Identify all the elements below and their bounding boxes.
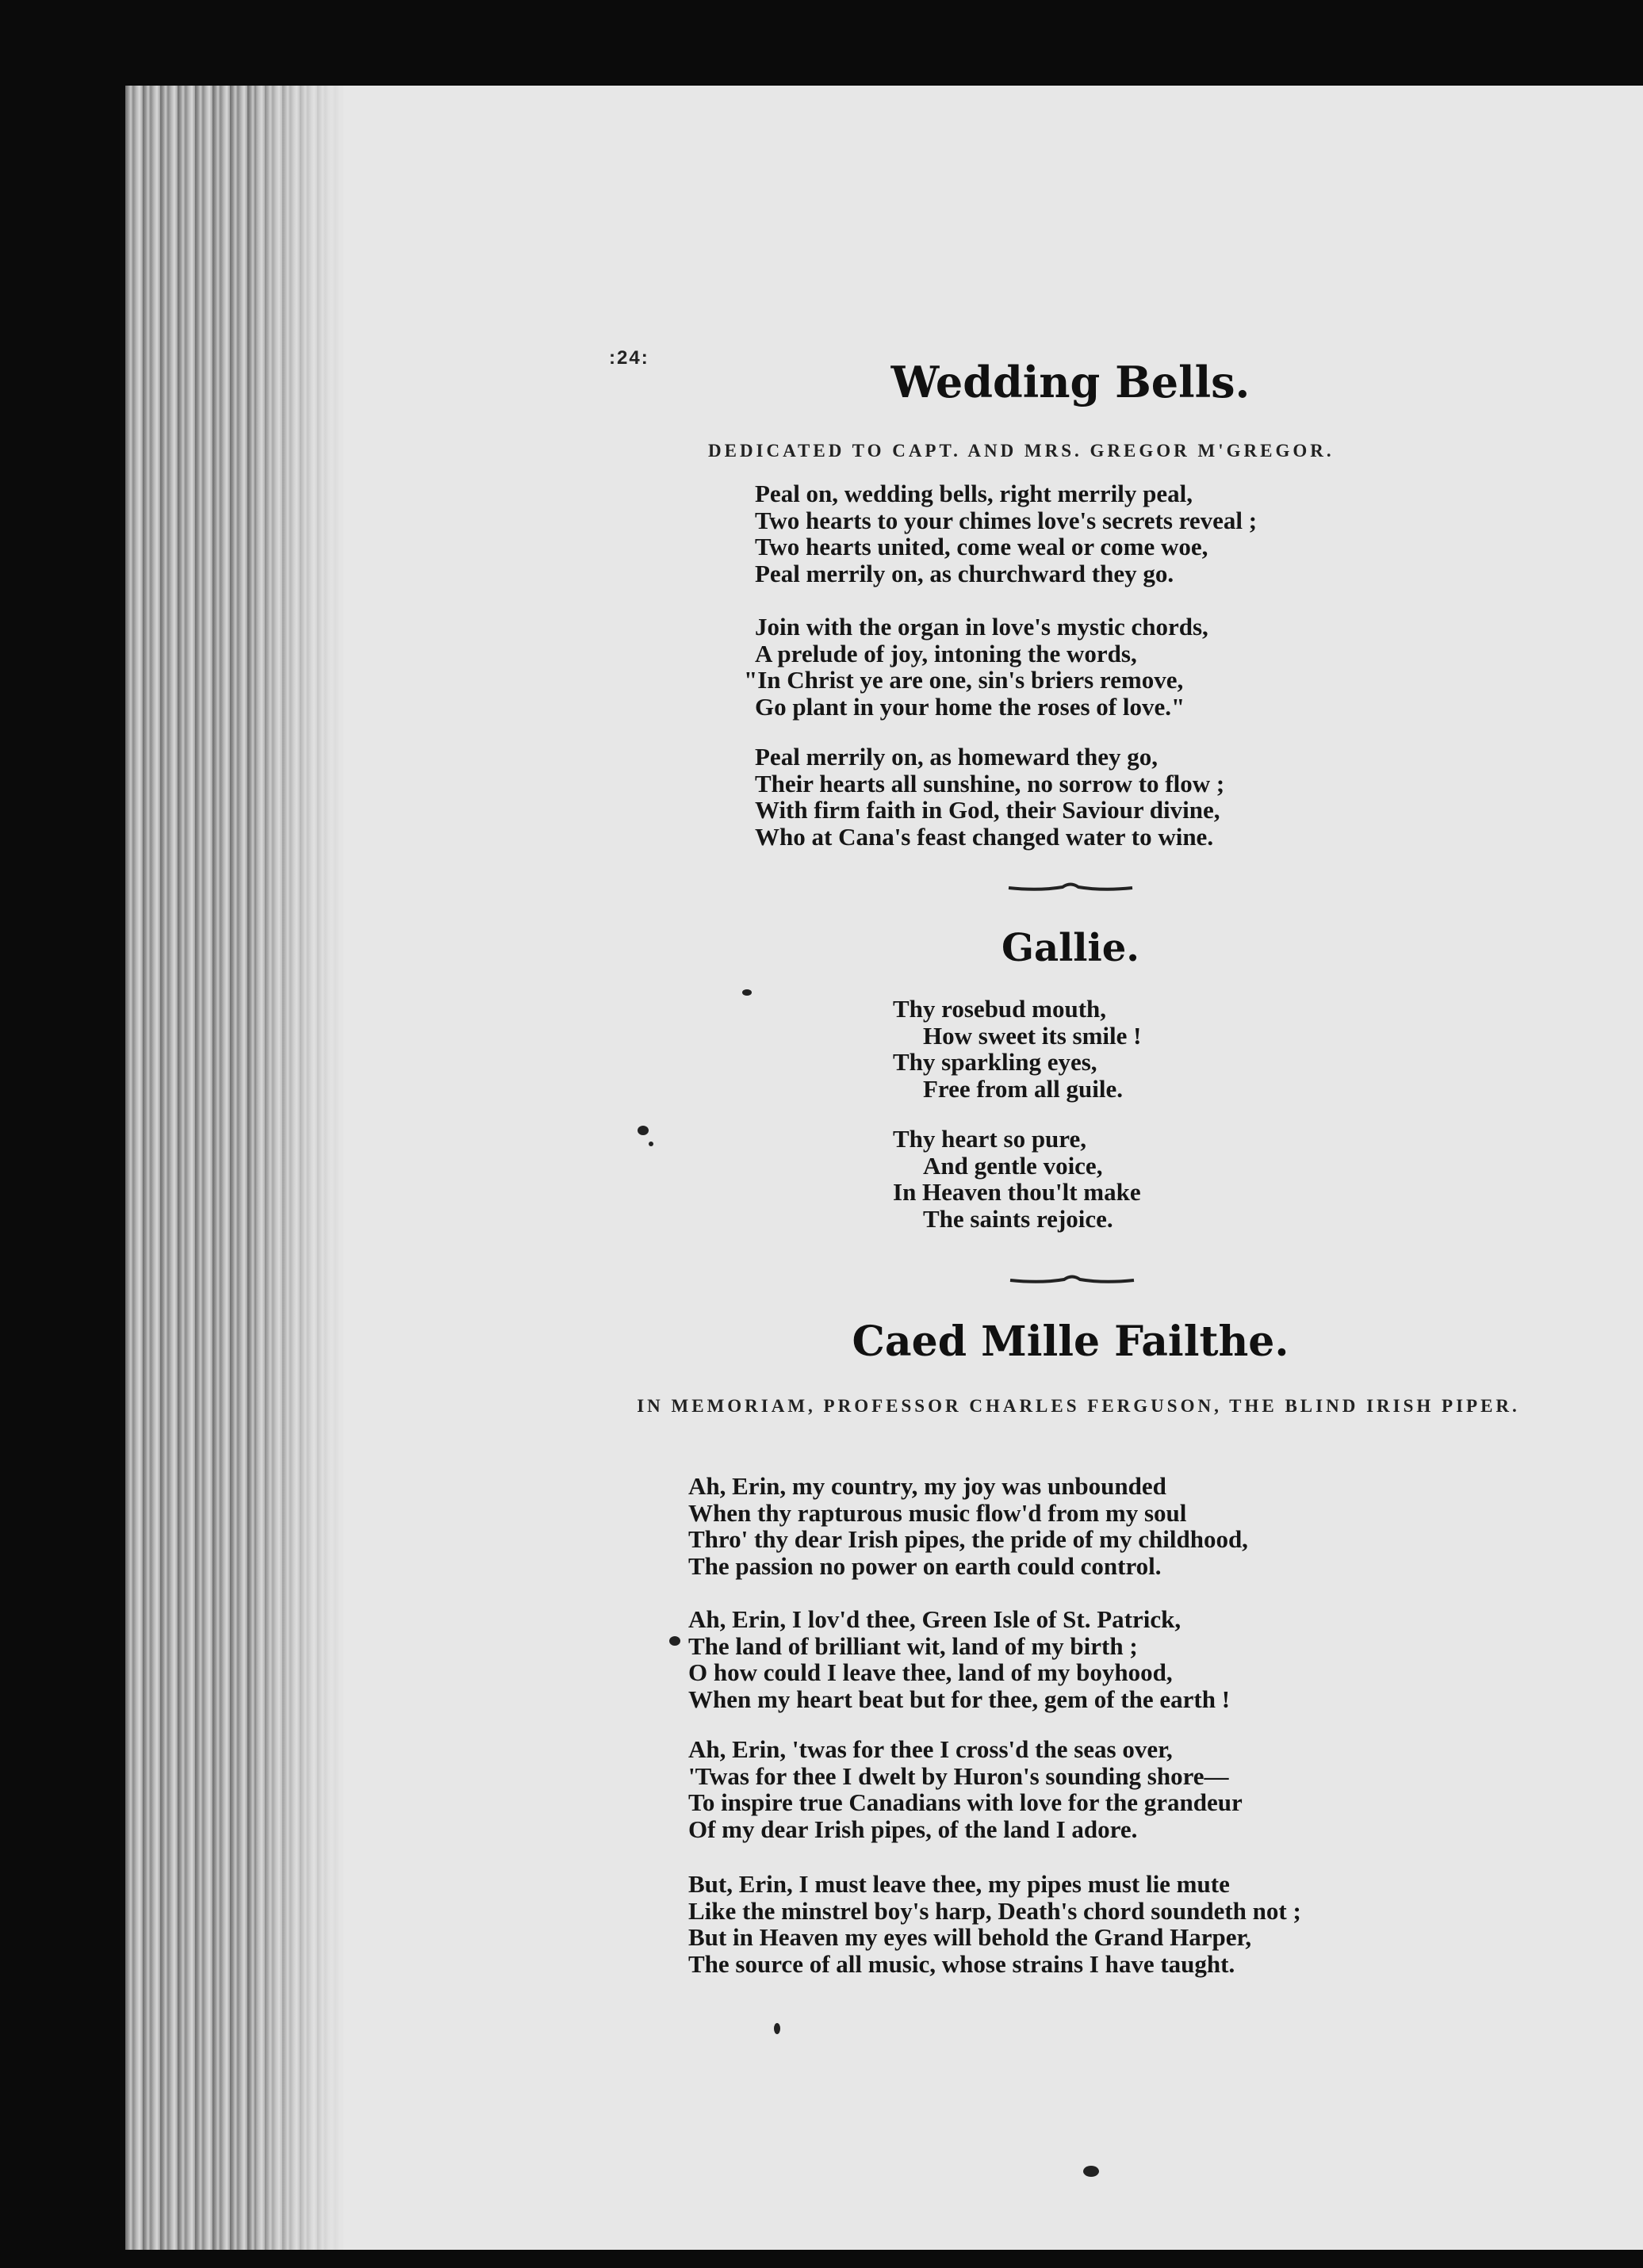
stanza xyxy=(688,1606,1230,1712)
poem-line: "In Christ ye are one, sin's briers remove, xyxy=(744,666,1184,694)
poem-line: Thro' thy dear Irish pipes, the pride of my childhood, xyxy=(688,1525,1248,1553)
stanza xyxy=(688,1473,1248,1579)
stanza xyxy=(688,1871,1301,1977)
poem-line: Peal on, wedding bells, right merrily peal, xyxy=(755,480,1193,507)
poem-title-wedding-bells: Wedding Bells. xyxy=(890,357,1250,407)
poem-line: But in Heaven my eyes will behold the Grand Harper, xyxy=(688,1923,1252,1951)
stanza xyxy=(688,1736,1243,1842)
poem-line: Thy rosebud mouth, xyxy=(893,995,1107,1023)
poem-line: 'Twas for thee I dwelt by Huron's sounding shore— xyxy=(688,1761,1229,1790)
poem-line: With firm faith in God, their Saviour divine, xyxy=(755,796,1220,824)
ink-speck xyxy=(1083,2166,1099,2177)
stanza xyxy=(755,744,1224,850)
ink-speck xyxy=(774,2023,780,2034)
poem-line: Peal merrily on, as homeward they go, xyxy=(755,743,1158,771)
poem-line: Thy sparkling eyes, xyxy=(893,1048,1097,1076)
ink-speck xyxy=(638,1126,649,1135)
poem-line: How sweet its smile ! xyxy=(923,1021,1142,1050)
poem-line: Free from all guile. xyxy=(923,1074,1123,1103)
stanza xyxy=(893,996,1142,1102)
stanza xyxy=(893,1126,1141,1232)
section-divider-ornament xyxy=(1007,880,1134,896)
poem-line: When thy rapturous music flow'd from my soul xyxy=(688,1498,1187,1527)
poem-line: And gentle voice, xyxy=(923,1151,1103,1180)
poem-line: To inspire true Canadians with love for the grandeur xyxy=(688,1788,1243,1816)
section-divider-ornament xyxy=(1009,1272,1136,1287)
poem-line: Two hearts to your chimes love's secrets reveal ; xyxy=(755,506,1258,534)
ink-speck xyxy=(649,1142,653,1146)
poem-line: Who at Cana's feast changed water to wine. xyxy=(755,822,1214,851)
poem-line: In Heaven thou'lt make xyxy=(893,1178,1141,1206)
poem-dedication-caed-mille-failthe: IN MEMORIAM, PROFESSOR CHARLES FERGUSON, THE BLIND IRISH PIPER. xyxy=(637,1396,1520,1416)
poem-line: Their hearts all sunshine, no sorrow to flow ; xyxy=(755,769,1225,797)
poem-line: Ah, Erin, 'twas for thee I cross'd the seas over, xyxy=(688,1735,1173,1763)
ink-speck xyxy=(742,989,752,996)
poem-line: The passion no power on earth could control. xyxy=(688,1551,1162,1580)
ink-speck xyxy=(669,1636,680,1646)
poem-dedication-wedding-bells: DEDICATED TO CAPT. AND MRS. GREGOR M'GREGOR. xyxy=(708,441,1335,461)
poem-line: Peal merrily on, as churchward they go. xyxy=(755,559,1174,587)
poem-line: Go plant in your home the roses of love." xyxy=(755,692,1185,721)
poem-line: Thy heart so pure, xyxy=(893,1125,1087,1153)
poem-title-gallie: Gallie. xyxy=(1001,926,1140,970)
poem-line: The source of all music, whose strains I have taught. xyxy=(688,1949,1235,1978)
poem-line: A prelude of joy, intoning the words, xyxy=(755,639,1137,667)
page-edge-shadow xyxy=(125,86,343,2250)
poem-line: When my heart beat but for thee, gem of the earth ! xyxy=(688,1685,1231,1713)
poem-title-caed-mille-failthe: Caed Mille Failthe. xyxy=(852,1318,1289,1366)
poem-line: O how could I leave thee, land of my boyhood, xyxy=(688,1658,1173,1686)
poem-line: Of my dear Irish pipes, of the land I adore. xyxy=(688,1815,1138,1843)
stanza xyxy=(744,613,1208,721)
page-number: :24: xyxy=(609,347,649,369)
poem-line: Join with the organ in love's mystic chords, xyxy=(755,613,1208,641)
poem-line: Two hearts united, come weal or come woe, xyxy=(755,533,1208,560)
poem-line: Like the minstrel boy's harp, Death's chord soundeth not ; xyxy=(688,1896,1301,1925)
poem-line: But, Erin, I must leave thee, my pipes must lie mute xyxy=(688,1870,1230,1898)
stanza xyxy=(755,480,1257,587)
poem-line: The land of brilliant wit, land of my birth ; xyxy=(688,1631,1138,1660)
poem-line: Ah, Erin, I lov'd thee, Green Isle of St. Patrick, xyxy=(688,1605,1182,1633)
poem-line: Ah, Erin, my country, my joy was unbounded xyxy=(688,1472,1166,1500)
poem-line: The saints rejoice. xyxy=(923,1204,1113,1233)
